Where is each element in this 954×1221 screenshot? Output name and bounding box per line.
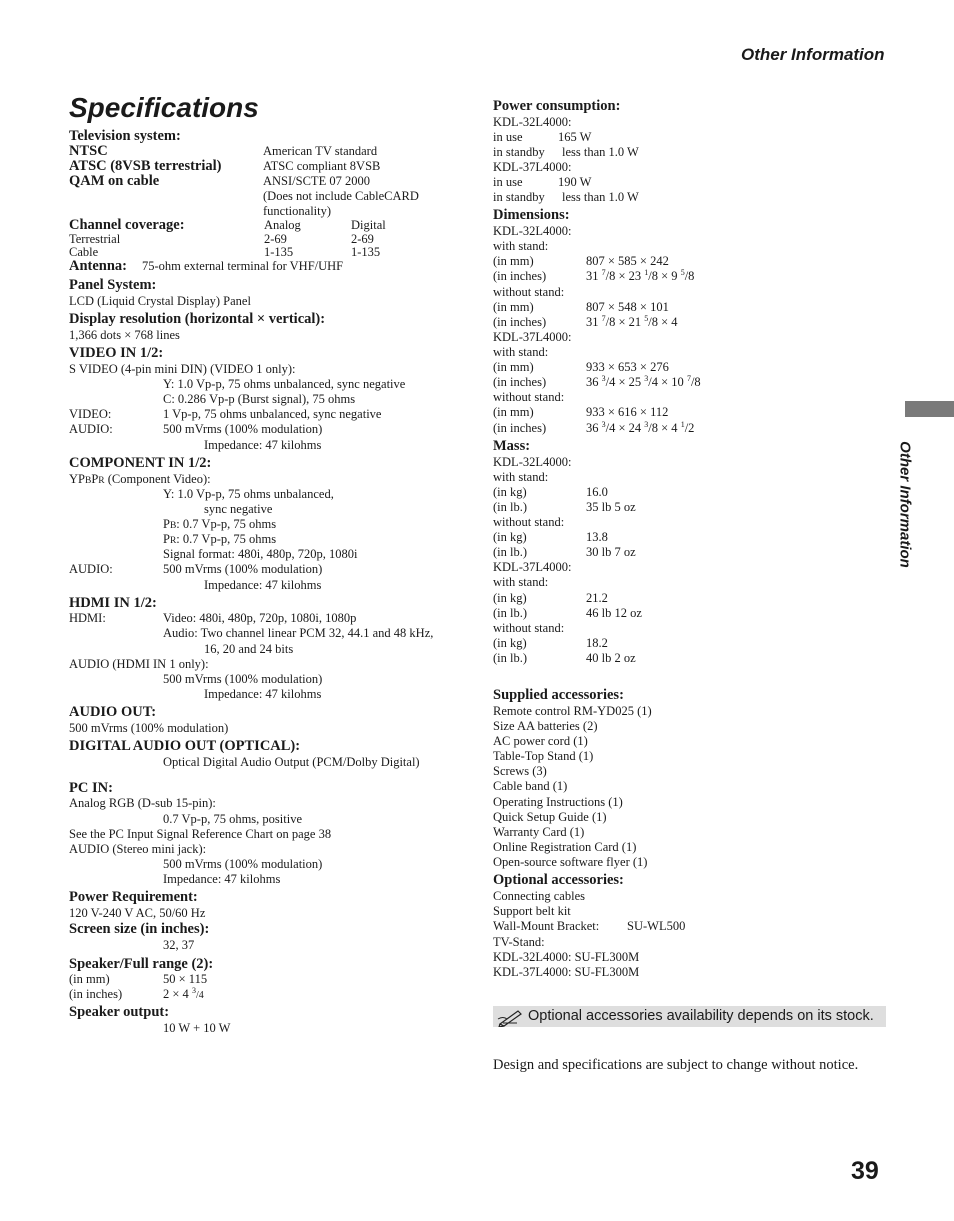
channel-terr-analog: 2-69 <box>264 232 287 246</box>
component-pb: PB: 0.7 Vp-p, 75 ohms <box>163 517 277 531</box>
supplied-item: Remote control RM-YD025 (1) <box>493 704 652 718</box>
supplied-item: Size AA batteries (2) <box>493 719 598 733</box>
resolution-value: 1,366 dots × 768 lines <box>69 328 180 342</box>
mass37-wos-lb: 40 lb 2 oz <box>586 651 636 665</box>
mass37-with-stand: with stand: <box>493 575 549 589</box>
speaker-mm-label: (in mm) <box>69 972 110 986</box>
dim32-ws-mm: 807 × 585 × 242 <box>586 254 669 268</box>
pc-audio-impedance: Impedance: 47 kilohms <box>163 872 281 886</box>
dim37-ws-in: 36 $^3$/4 × 25 $^3$/4 × 10 $^7$/8 <box>586 374 701 389</box>
channel-terr-digital: 2-69 <box>351 232 374 246</box>
component-pr: PR: 0.7 Vp-p, 75 ohms <box>163 532 277 546</box>
pc32-standby-value: less than 1.0 W <box>562 145 639 159</box>
mass32-without-stand: without stand: <box>493 515 565 529</box>
hdmi-audio-bits: 16, 20 and 24 bits <box>204 642 294 656</box>
dim37-wos-mm-label: (in mm) <box>493 405 534 419</box>
page-number: 39 <box>851 1157 879 1185</box>
mass32-wos-lb: 30 lb 7 oz <box>586 545 636 559</box>
speaker-output-heading: Speaker output: <box>69 1004 170 1020</box>
pc37-standby-value: less than 1.0 W <box>562 190 639 204</box>
pc-rgb-label: Analog RGB (D-sub 15-pin): <box>69 796 216 810</box>
antenna-value: 75-ohm external terminal for VHF/UHF <box>142 259 344 273</box>
supplied-item: Quick Setup Guide (1) <box>493 810 607 824</box>
video-audio-value: 500 mVrms (100% modulation) <box>163 422 323 436</box>
speaker-output-value: 10 W + 10 W <box>163 1021 231 1035</box>
qam-value-note-2: functionality) <box>263 204 332 218</box>
optional-wall-value: SU-WL500 <box>627 919 686 933</box>
dim32-wos-mm: 807 × 548 × 101 <box>586 300 669 314</box>
dim32-with-stand: with stand: <box>493 239 549 253</box>
mass37-wos-kg-label: (in kg) <box>493 636 527 650</box>
optional-tv-stand: TV-Stand: <box>493 935 545 949</box>
audio-out-value: 500 mVrms (100% modulation) <box>69 721 229 735</box>
mass37-ws-kg: 21.2 <box>586 591 608 605</box>
note-pencil-icon <box>497 1007 523 1027</box>
dim32-wos-in: 31 $^7$/8 × 21 $^5$/8 × 4 <box>586 314 678 329</box>
channel-cable-digital: 1-135 <box>351 245 381 259</box>
video-audio-impedance: Impedance: 47 kilohms <box>204 438 322 452</box>
component-audio-value: 500 mVrms (100% modulation) <box>163 562 323 576</box>
qam-value-note: (Does not include CableCARD <box>263 189 419 203</box>
mass32-ws-lb-label: (in lb.) <box>493 500 528 514</box>
pc32-use-label: in use <box>493 130 523 144</box>
pc-in-heading: PC IN: <box>69 780 113 796</box>
component-y: Y: 1.0 Vp-p, 75 ohms unbalanced, <box>163 487 334 501</box>
supplied-item: Cable band (1) <box>493 779 568 793</box>
mass37-wos-lb-label: (in lb.) <box>493 651 528 665</box>
supplied-item: Screws (3) <box>493 764 547 778</box>
dim37-with-stand: with stand: <box>493 345 549 359</box>
hdmi-audio-impedance: Impedance: 47 kilohms <box>204 687 322 701</box>
hdmi-heading: HDMI IN 1/2: <box>69 595 157 611</box>
component-y-sync: sync negative <box>204 502 273 516</box>
component-audio-label: AUDIO: <box>69 562 113 576</box>
supplied-item: Table-Top Stand (1) <box>493 749 594 763</box>
mass-heading: Mass: <box>493 438 531 454</box>
panel-heading: Panel System: <box>69 277 157 293</box>
mass37-ws-kg-label: (in kg) <box>493 591 527 605</box>
hdmi-audio: Audio: Two channel linear PCM 32, 44.1 and 48 kHz, <box>163 626 434 640</box>
pc-rgb-value: 0.7 Vp-p, 75 ohms, positive <box>163 812 303 826</box>
speaker-mm-value: 50 × 115 <box>163 972 208 986</box>
component-audio-impedance: Impedance: 47 kilohms <box>204 578 322 592</box>
optional-belt-kit: Support belt kit <box>493 904 571 918</box>
hdmi-audio-value: 500 mVrms (100% modulation) <box>163 672 323 686</box>
mass32-ws-kg: 16.0 <box>586 485 608 499</box>
dim37-wos-in-label: (in inches) <box>493 421 547 435</box>
channel-col-digital: Digital <box>351 218 386 232</box>
channel-heading: Channel coverage: <box>69 217 185 233</box>
supplied-item: Operating Instructions (1) <box>493 795 623 809</box>
mass32-ws-lb: 35 lb 5 oz <box>586 500 636 514</box>
optional-wall-label: Wall-Mount Bracket: <box>493 919 600 933</box>
channel-cable-analog: 1-135 <box>264 245 294 259</box>
mass37-ws-lb-label: (in lb.) <box>493 606 528 620</box>
hdmi-video: Video: 480i, 480p, 720p, 1080i, 1080p <box>163 611 357 625</box>
dim32-ws-mm-label: (in mm) <box>493 254 534 268</box>
dim37-ws-mm: 933 × 653 × 276 <box>586 360 669 374</box>
channel-col-analog: Analog <box>264 218 301 232</box>
dim32-ws-in: 31 $^7$/8 × 23 $^1$/8 × 9 $^5$/8 <box>586 268 695 283</box>
atsc-value: ATSC compliant 8VSB <box>263 159 381 173</box>
disclaimer: Design and specifications are subject to change without notice. <box>493 1057 859 1073</box>
mass37-model: KDL-37L4000: <box>493 560 572 574</box>
mass32-wos-kg: 13.8 <box>586 530 608 544</box>
speaker-range-heading: Speaker/Full range (2): <box>69 956 214 972</box>
hdmi-audio-in1: AUDIO (HDMI IN 1 only): <box>69 657 209 671</box>
side-tab-bar <box>905 401 954 417</box>
mass32-wos-kg-label: (in kg) <box>493 530 527 544</box>
component-signal-format: Signal format: 480i, 480p, 720p, 1080i <box>163 547 358 561</box>
mass37-without-stand: without stand: <box>493 621 565 635</box>
component-heading: COMPONENT IN 1/2: <box>69 455 212 471</box>
pc37-standby-label: in standby <box>493 190 545 204</box>
pc32-use-value: 165 W <box>558 130 592 144</box>
atsc-label: ATSC (8VSB terrestrial) <box>69 158 222 174</box>
dim32-model: KDL-32L4000: <box>493 224 572 238</box>
supplied-item: AC power cord (1) <box>493 734 588 748</box>
screen-size-heading: Screen size (in inches): <box>69 921 210 937</box>
power-req-value: 120 V-240 V AC, 50/60 Hz <box>69 906 206 920</box>
ntsc-label: NTSC <box>69 143 108 159</box>
video-in-heading: VIDEO IN 1/2: <box>69 345 164 361</box>
optional-stand-37: KDL-37L4000: SU-FL300M <box>493 965 640 979</box>
qam-label: QAM on cable <box>69 173 160 189</box>
side-tab-label: Other Information <box>896 441 914 568</box>
supplied-item: Open-source software flyer (1) <box>493 855 648 869</box>
dim37-wos-in: 36 $^3$/4 × 24 $^3$/8 × 4 $^1$/2 <box>586 420 695 435</box>
channel-cable: Cable <box>69 245 99 259</box>
dimensions-heading: Dimensions: <box>493 207 570 223</box>
mass37-wos-kg: 18.2 <box>586 636 608 650</box>
video-audio-label: AUDIO: <box>69 422 113 436</box>
pc-reference-note: See the PC Input Signal Reference Chart on page 38 <box>69 827 332 841</box>
svideo-label: S VIDEO (4-pin mini DIN) (VIDEO 1 only): <box>69 362 296 376</box>
power-consumption-heading: Power consumption: <box>493 98 621 114</box>
optional-stand-32: KDL-32L4000: SU-FL300M <box>493 950 640 964</box>
note-text: Optional accessories availability depends on its stock. <box>528 1008 874 1024</box>
pc-audio-value: 500 mVrms (100% modulation) <box>163 857 323 871</box>
mass32-ws-kg-label: (in kg) <box>493 485 527 499</box>
hdmi-label: HDMI: <box>69 611 106 625</box>
dim32-wos-mm-label: (in mm) <box>493 300 534 314</box>
dim32-ws-in-label: (in inches) <box>493 269 547 283</box>
pc37-use-value: 190 W <box>558 175 592 189</box>
pc-audio-label: AUDIO (Stereo mini jack): <box>69 842 207 856</box>
resolution-heading: Display resolution (horizontal × vertical): <box>69 311 326 327</box>
power-req-heading: Power Requirement: <box>69 889 198 905</box>
digital-out-value: Optical Digital Audio Output (PCM/Dolby Digital) <box>163 755 420 769</box>
video-label: VIDEO: <box>69 407 112 421</box>
mass32-model: KDL-32L4000: <box>493 455 572 469</box>
speaker-in-label: (in inches) <box>69 987 123 1001</box>
dim37-wos-mm: 933 × 616 × 112 <box>586 405 669 419</box>
dim37-ws-mm-label: (in mm) <box>493 360 534 374</box>
qam-value: ANSI/SCTE 07 2000 <box>263 174 370 188</box>
antenna-heading: Antenna: <box>69 258 128 274</box>
speaker-in-value: 2 × 4 $^3$/4 <box>163 986 204 1001</box>
component-ypbpr: YPBPR (Component Video): <box>69 472 211 486</box>
pc32-model: KDL-32L4000: <box>493 115 572 129</box>
pc37-model: KDL-37L4000: <box>493 160 572 174</box>
tv-system-heading: Television system: <box>69 128 181 144</box>
section-header: Other Information <box>741 45 885 64</box>
optional-accessories-heading: Optional accessories: <box>493 872 624 888</box>
dim37-ws-in-label: (in inches) <box>493 375 547 389</box>
mass32-wos-lb-label: (in lb.) <box>493 545 528 559</box>
mass32-with-stand: with stand: <box>493 470 549 484</box>
video-value: 1 Vp-p, 75 ohms unbalanced, sync negative <box>163 407 382 421</box>
supplied-accessories-heading: Supplied accessories: <box>493 687 624 703</box>
dim37-model: KDL-37L4000: <box>493 330 572 344</box>
pc32-standby-label: in standby <box>493 145 545 159</box>
digital-out-heading: DIGITAL AUDIO OUT (OPTICAL): <box>69 738 301 754</box>
audio-out-heading: AUDIO OUT: <box>69 704 157 720</box>
panel-value: LCD (Liquid Crystal Display) Panel <box>69 294 251 308</box>
mass37-ws-lb: 46 lb 12 oz <box>586 606 642 620</box>
dim32-wos-in-label: (in inches) <box>493 315 547 329</box>
supplied-item: Warranty Card (1) <box>493 825 585 839</box>
supplied-item: Online Registration Card (1) <box>493 840 637 854</box>
dim32-without-stand: without stand: <box>493 285 565 299</box>
page-title: Specifications <box>69 92 259 123</box>
ntsc-value: American TV standard <box>263 144 378 158</box>
channel-terrestrial: Terrestrial <box>69 232 121 246</box>
optional-cables: Connecting cables <box>493 889 585 903</box>
pc37-use-label: in use <box>493 175 523 189</box>
dim37-without-stand: without stand: <box>493 390 565 404</box>
screen-size-value: 32, 37 <box>163 938 195 952</box>
svideo-y: Y: 1.0 Vp-p, 75 ohms unbalanced, sync negative <box>163 377 406 391</box>
svideo-c: C: 0.286 Vp-p (Burst signal), 75 ohms <box>163 392 356 406</box>
